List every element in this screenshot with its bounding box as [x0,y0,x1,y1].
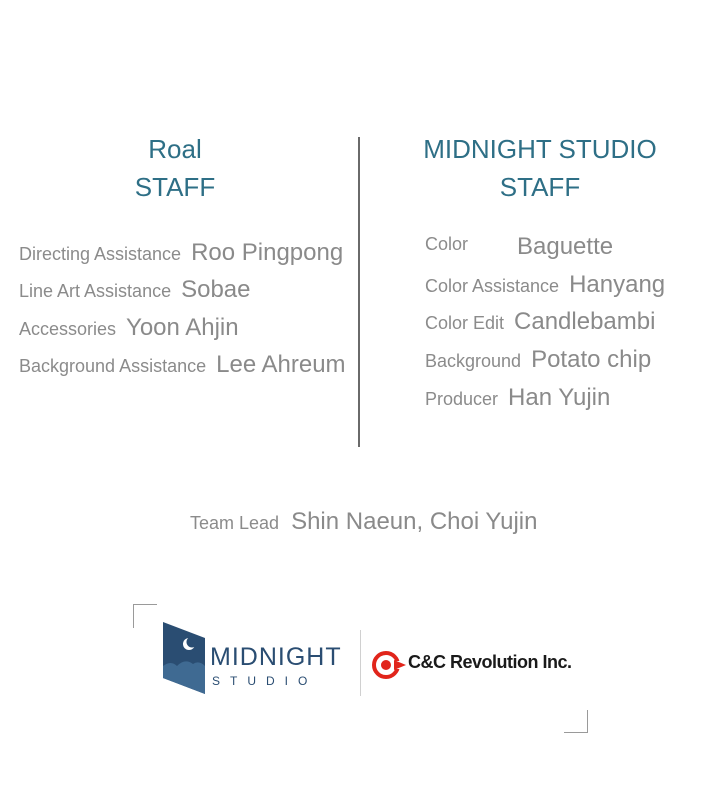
corner-mark-bottom-right-h [564,732,588,733]
left-credit-3 [19,314,239,342]
right-column-heading [400,130,680,206]
credit-name: Lee Ahreum [216,351,346,378]
credit-name: Han Yujin [508,384,611,411]
team-lead-role: Team Lead [190,513,280,533]
corner-mark-bottom-right-v [587,710,588,733]
midnight-studio-logo-icon [163,622,205,694]
right-heading-line1: MIDNIGHT STUDIO [423,134,657,164]
credit-name: Baguette [517,233,614,260]
credit-name: Sobae [181,276,251,303]
left-credit-2 [19,276,251,304]
right-heading-line2: STAFF [499,172,581,202]
credit-role: Background [425,351,522,371]
credit-role: Producer [425,389,499,409]
column-divider [358,137,360,447]
credit-name: Hanyang [569,271,666,298]
cc-revolution-wordmark: C&C Revolution Inc. [408,652,572,672]
logo-divider [360,630,361,696]
credit-role: Background Assistance [19,356,207,376]
credit-name: Candlebambi [514,308,656,335]
credit-role: Directing Assistance [19,244,182,264]
credit-name: Potato chip [531,346,652,373]
left-credit-1 [19,239,343,267]
left-credit-4 [19,351,346,379]
right-credit-1 [425,234,705,266]
team-lead-names: Shin Naeun, Choi Yujin [291,508,538,535]
credit-role: Color Edit [425,313,505,333]
studio-wordmark: STUDIO [212,674,318,688]
team-lead-credit [190,508,537,536]
right-credit-3 [425,308,655,336]
midnight-wordmark: MIDNIGHT [210,643,342,671]
corner-mark-top-left-h [133,604,157,605]
credit-role: Line Art Assistance [19,281,172,301]
right-credit-4 [425,346,651,374]
corner-mark-top-left-v [133,604,134,628]
credit-name: Roo Pingpong [191,239,344,266]
credit-name: Yoon Ahjin [126,314,239,341]
credit-role: Accessories [19,319,117,339]
left-heading-line2: STAFF [134,172,216,202]
left-column-heading [90,130,260,206]
right-credit-2 [425,271,665,299]
left-heading-line1: Roal [148,134,202,164]
cc-revolution-logo-icon [372,651,406,679]
credit-role: Color Assistance [425,276,560,296]
right-credit-5 [425,384,610,412]
credit-role: Color [425,234,469,254]
